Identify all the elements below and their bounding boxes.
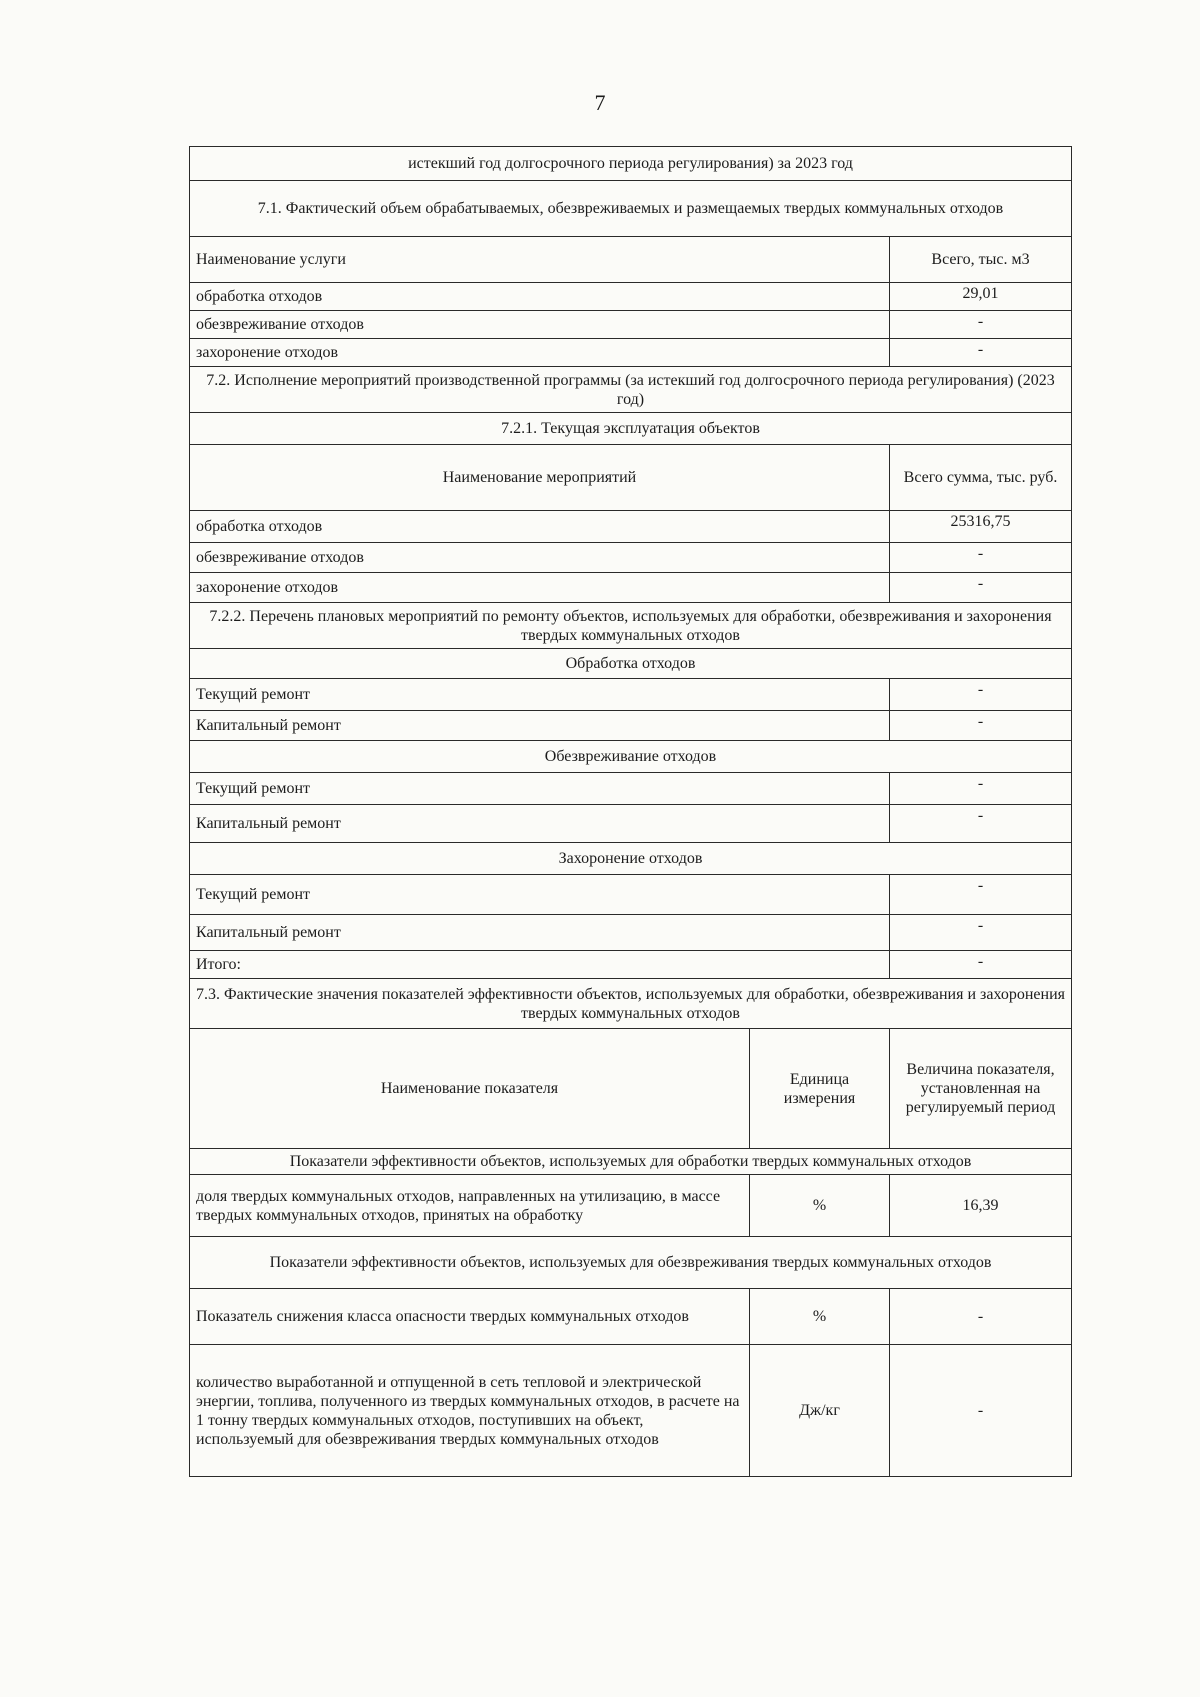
repair-row-value: -	[890, 875, 1072, 915]
report-table-wrap	[189, 146, 1071, 1477]
table-row	[190, 915, 1072, 951]
indicator-name: количество выработанной и отпущенной в сеть тепловой и электрической энергии, топлива, полученного из твердых коммунальных отходов, в расчете на 1 тонну твердых коммунальных отходов, поступивших на объект, используемый для обезвреживания твердых коммунальных отходов	[190, 1345, 750, 1477]
group-title-processing: Обработка отходов	[190, 649, 1072, 679]
indicator-value: -	[890, 1345, 1072, 1477]
table-row	[190, 875, 1072, 915]
table-row	[190, 711, 1072, 741]
repair-row-value: -	[890, 711, 1072, 741]
group-title-neutralization: Обезвреживание отходов	[190, 741, 1072, 773]
table-row	[190, 805, 1072, 843]
s72-row-name: обезвреживание отходов	[190, 543, 890, 573]
total-label: Итого:	[190, 951, 890, 979]
table-row	[190, 311, 1072, 339]
total-value: -	[890, 951, 1072, 979]
s71-col-name: Наименование услуги	[190, 237, 890, 283]
s72-row-value: -	[890, 573, 1072, 603]
repair-row-name: Капитальный ремонт	[190, 805, 890, 843]
indicator-unit: %	[750, 1175, 890, 1237]
table-row	[190, 1289, 1072, 1345]
s71-row-name: обработка отходов	[190, 283, 890, 311]
group-title-disposal: Захоронение отходов	[190, 843, 1072, 875]
indicator-value: 16,39	[890, 1175, 1072, 1237]
indicator-unit: %	[750, 1289, 890, 1345]
s72-row-name: обработка отходов	[190, 511, 890, 543]
repair-row-name: Текущий ремонт	[190, 875, 890, 915]
table-row	[190, 283, 1072, 311]
table-row	[190, 679, 1072, 711]
s72-row-name: захоронение отходов	[190, 573, 890, 603]
s72-row-value: 25316,75	[890, 511, 1072, 543]
s71-row-name: захоронение отходов	[190, 339, 890, 367]
table-row	[190, 543, 1072, 573]
indicator-name: Показатель снижения класса опасности твердых коммунальных отходов	[190, 1289, 750, 1345]
table-row	[190, 773, 1072, 805]
s73-col-name: Наименование показателя	[190, 1029, 750, 1149]
section-7-1-title: 7.1. Фактический объем обрабатываемых, обезвреживаемых и размещаемых твердых коммунальных отходов	[190, 181, 1072, 237]
repair-row-value: -	[890, 679, 1072, 711]
repair-row-name: Текущий ремонт	[190, 679, 890, 711]
s71-row-name: обезвреживание отходов	[190, 311, 890, 339]
section-7-2-1-title: 7.2.1. Текущая эксплуатация объектов	[190, 413, 1072, 445]
header-continuation: истекший год долгосрочного периода регулирования) за 2023 год	[190, 147, 1072, 181]
s73-col-unit: Единица измерения	[750, 1029, 890, 1149]
repair-row-name: Капитальный ремонт	[190, 915, 890, 951]
s71-col-total: Всего, тыс. м3	[890, 237, 1072, 283]
s71-row-value: 29,01	[890, 283, 1072, 311]
section-7-2-2-title: 7.2.2. Перечень плановых мероприятий по ремонту объектов, используемых для обработки, обезвреживания и захоронения твердых коммунальных отходов	[190, 603, 1072, 649]
s71-row-value: -	[890, 311, 1072, 339]
s71-row-value: -	[890, 339, 1072, 367]
repair-row-name: Текущий ремонт	[190, 773, 890, 805]
s72-col-total: Всего сумма, тыс. руб.	[890, 445, 1072, 511]
table-row	[190, 1345, 1072, 1477]
s72-row-value: -	[890, 543, 1072, 573]
s73-col-value: Величина показателя, установленная на регулируемый период	[890, 1029, 1072, 1149]
page-number: 7	[594, 90, 606, 115]
report-table	[189, 146, 1072, 1477]
indicator-unit: Дж/кг	[750, 1345, 890, 1477]
s72-col-name: Наименование мероприятий	[190, 445, 890, 511]
s73-group2-title: Показатели эффективности объектов, используемых для обезвреживания твердых коммунальных отходов	[190, 1237, 1072, 1289]
indicator-name: доля твердых коммунальных отходов, направленных на утилизацию, в массе твердых коммунальных отходов, принятых на обработку	[190, 1175, 750, 1237]
repair-row-value: -	[890, 773, 1072, 805]
s73-group1-title: Показатели эффективности объектов, используемых для обработки твердых коммунальных отходов	[190, 1149, 1072, 1175]
repair-row-value: -	[890, 805, 1072, 843]
table-row	[190, 1175, 1072, 1237]
section-7-2-title: 7.2. Исполнение мероприятий производственной программы (за истекший год долгосрочного периода регулирования) (2023 год)	[190, 367, 1072, 413]
repair-row-value: -	[890, 915, 1072, 951]
section-7-3-title: 7.3. Фактические значения показателей эффективности объектов, используемых для обработки, обезвреживания и захоронения твердых коммунальных отходов	[190, 979, 1072, 1029]
table-row	[190, 339, 1072, 367]
total-row	[190, 951, 1072, 979]
indicator-value: -	[890, 1289, 1072, 1345]
repair-row-name: Капитальный ремонт	[190, 711, 890, 741]
table-row	[190, 511, 1072, 543]
table-row	[190, 573, 1072, 603]
